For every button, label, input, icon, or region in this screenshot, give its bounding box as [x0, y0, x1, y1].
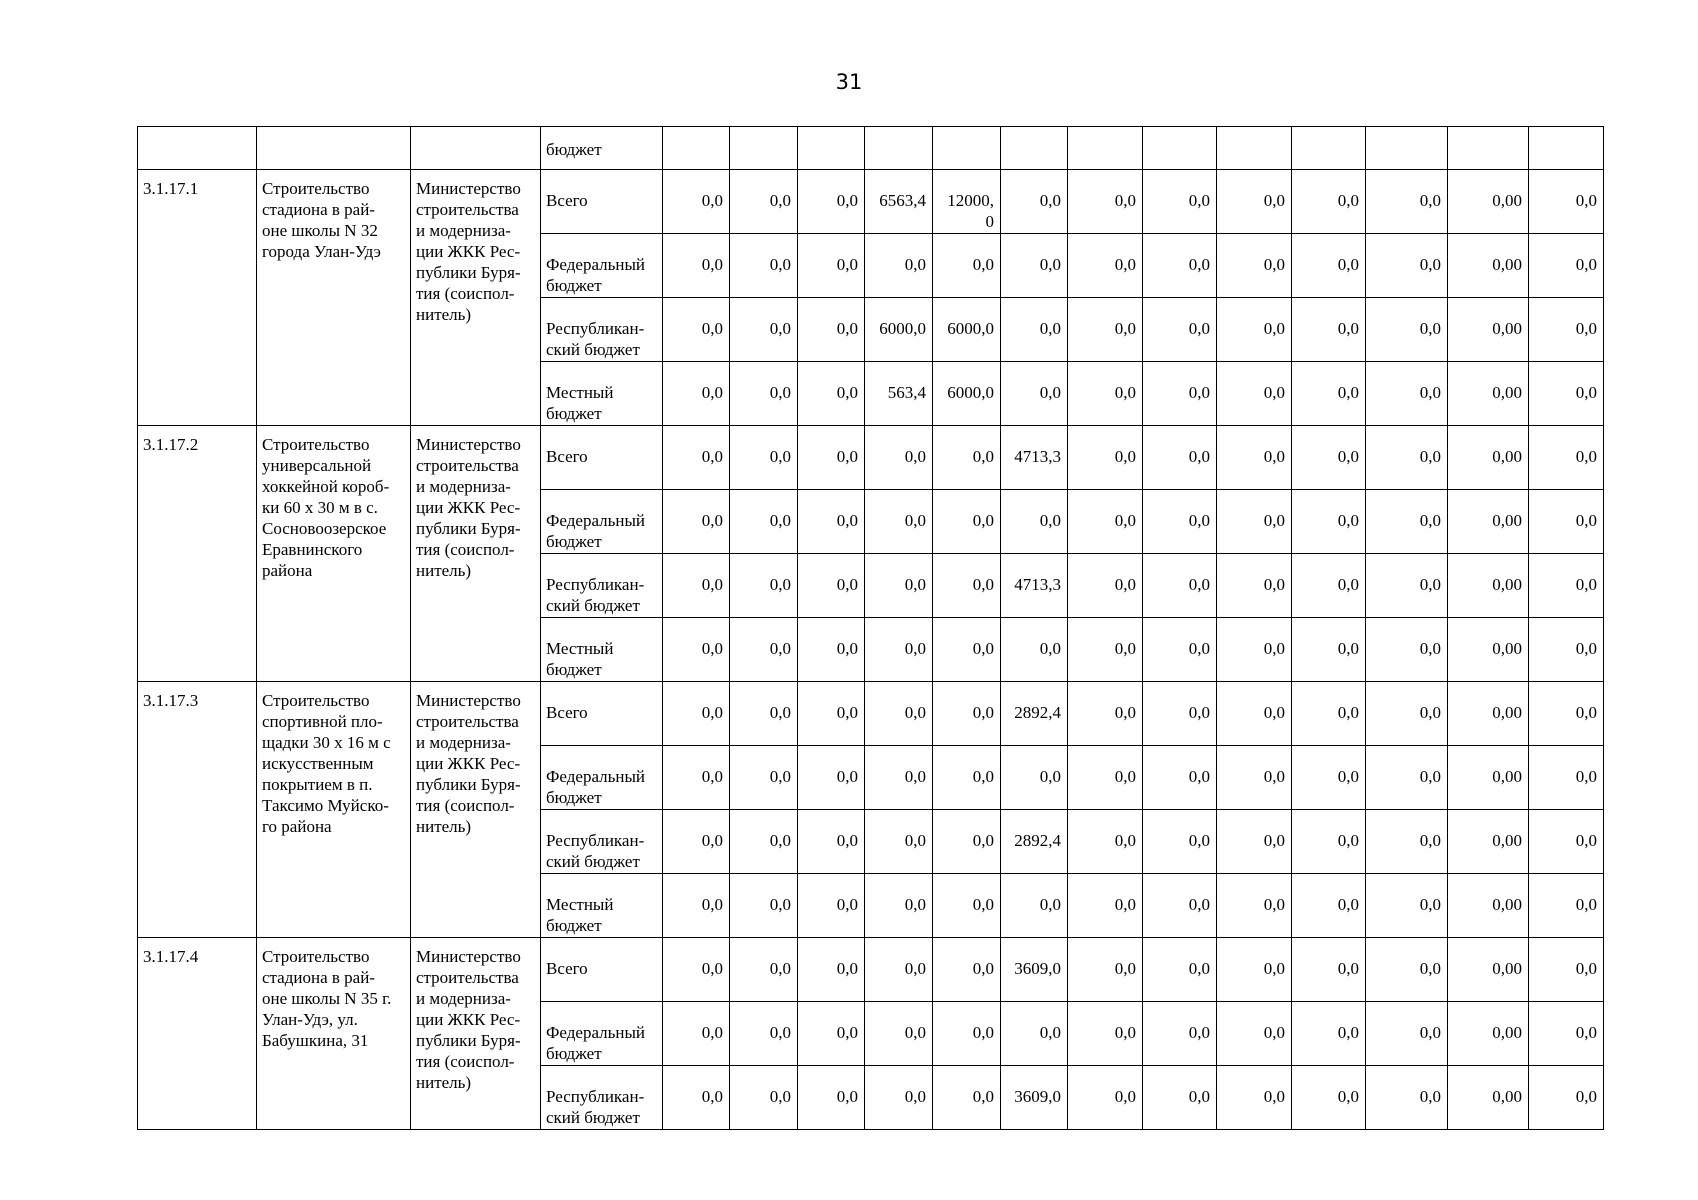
value-cell: 0,0: [1529, 554, 1604, 618]
value-cell: 0,0: [933, 426, 1001, 490]
value-cell: 0,0: [1143, 490, 1217, 554]
value-cell: 0,0: [865, 1002, 933, 1066]
value-cell: 0,0: [1292, 426, 1366, 490]
project-code: 3.1.17.4: [138, 938, 257, 1130]
funding-source-cell: Всего: [541, 170, 663, 234]
value-cell: 0,0: [798, 362, 865, 426]
value-cell: 0,0: [1217, 298, 1292, 362]
project-name: Строительство стадиона в рай- оне школы N 32 города Улан-Удэ: [257, 170, 411, 426]
value-cell: 0,00: [1448, 810, 1529, 874]
value-cell: 0,0: [1001, 234, 1068, 298]
value-cell: 0,0: [798, 1002, 865, 1066]
value-cell: 0,0: [865, 746, 933, 810]
value-cell: 0,0: [1292, 234, 1366, 298]
value-cell: 0,0: [1217, 938, 1292, 1002]
project-executor: Министерство строительства и модерниза- ции ЖКК Рес- публики Буря- тия (соиспол- нитель): [411, 938, 541, 1130]
empty-cell: [730, 127, 798, 170]
table-body: [138, 127, 1604, 1130]
value-cell: 0,0: [1217, 874, 1292, 938]
funding-source-cell: Местный бюджет: [541, 874, 663, 938]
value-cell: 0,0: [1068, 810, 1143, 874]
value-cell: 0,0: [1143, 746, 1217, 810]
value-cell: 0,0: [663, 362, 730, 426]
value-cell: 0,0: [1366, 682, 1448, 746]
value-cell: 0,0: [1529, 810, 1604, 874]
funding-source-cell: Всего: [541, 426, 663, 490]
value-cell: 0,0: [1292, 298, 1366, 362]
value-cell: 0,0: [865, 874, 933, 938]
value-cell: 0,0: [1292, 746, 1366, 810]
value-cell: 0,0: [663, 874, 730, 938]
value-cell: 0,0: [1217, 810, 1292, 874]
value-cell: 0,0: [798, 426, 865, 490]
value-cell: 0,00: [1448, 874, 1529, 938]
value-cell: 0,0: [1143, 1066, 1217, 1130]
table-row: [138, 938, 1604, 1002]
empty-cell: [1292, 127, 1366, 170]
value-cell: 0,0: [1001, 298, 1068, 362]
value-cell: 0,0: [1529, 170, 1604, 234]
value-cell: 0,0: [865, 682, 933, 746]
value-cell: 6563,4: [865, 170, 933, 234]
value-cell: 0,0: [1366, 234, 1448, 298]
value-cell: 0,0: [865, 1066, 933, 1130]
value-cell: 0,0: [1143, 362, 1217, 426]
value-cell: 0,0: [1292, 170, 1366, 234]
empty-cell: [138, 127, 257, 170]
value-cell: 0,0: [1529, 1002, 1604, 1066]
value-cell: 0,0: [798, 490, 865, 554]
value-cell: 0,0: [1292, 1066, 1366, 1130]
value-cell: 0,0: [1001, 490, 1068, 554]
value-cell: 0,00: [1448, 938, 1529, 1002]
value-cell: 0,0: [663, 810, 730, 874]
value-cell: 0,0: [1068, 938, 1143, 1002]
value-cell: 0,0: [933, 618, 1001, 682]
value-cell: 0,0: [1143, 426, 1217, 490]
value-cell: 0,0: [865, 938, 933, 1002]
value-cell: 0,0: [1143, 1002, 1217, 1066]
value-cell: 0,0: [1217, 746, 1292, 810]
project-code: 3.1.17.1: [138, 170, 257, 426]
funding-source-cell: Федеральный бюджет: [541, 1002, 663, 1066]
project-name: Строительство универсальной хоккейной короб- ки 60 х 30 м в с. Сосновоозерское Еравнинского района: [257, 426, 411, 682]
value-cell: 0,0: [1143, 170, 1217, 234]
value-cell: 0,0: [1217, 234, 1292, 298]
value-cell: 0,0: [663, 682, 730, 746]
value-cell: 0,0: [663, 170, 730, 234]
value-cell: 0,0: [730, 554, 798, 618]
value-cell: 0,0: [663, 298, 730, 362]
value-cell: 0,0: [1068, 234, 1143, 298]
empty-cell: [1366, 127, 1448, 170]
value-cell: 0,0: [1366, 490, 1448, 554]
value-cell: 0,0: [1217, 426, 1292, 490]
value-cell: 0,0: [663, 746, 730, 810]
value-cell: 0,0: [1529, 426, 1604, 490]
value-cell: 0,0: [933, 810, 1001, 874]
value-cell: 0,0: [1068, 298, 1143, 362]
value-cell: 0,0: [865, 810, 933, 874]
value-cell: 3609,0: [1001, 1066, 1068, 1130]
value-cell: 0,0: [865, 234, 933, 298]
project-name: Строительство стадиона в рай- оне школы N 35 г. Улан-Удэ, ул. Бабушкина, 31: [257, 938, 411, 1130]
value-cell: 0,0: [1366, 810, 1448, 874]
value-cell: 0,0: [798, 170, 865, 234]
funding-source-cell: Всего: [541, 682, 663, 746]
value-cell: 0,0: [1217, 490, 1292, 554]
value-cell: 2892,4: [1001, 810, 1068, 874]
value-cell: 0,00: [1448, 1002, 1529, 1066]
empty-cell: [933, 127, 1001, 170]
value-cell: 0,0: [1217, 1066, 1292, 1130]
value-cell: 0,0: [1366, 874, 1448, 938]
funding-source-cell: Федеральный бюджет: [541, 234, 663, 298]
value-cell: 4713,3: [1001, 426, 1068, 490]
value-cell: 0,0: [730, 362, 798, 426]
funding-source-cell: Республикан- ский бюджет: [541, 810, 663, 874]
value-cell: 0,0: [1143, 810, 1217, 874]
value-cell: 0,0: [1366, 618, 1448, 682]
project-name: Строительство спортивной пло- щадки 30 х 16 м с искусственным покрытием в п. Таксимо Муйско- го района: [257, 682, 411, 938]
value-cell: 0,0: [663, 490, 730, 554]
value-cell: 0,0: [663, 1002, 730, 1066]
value-cell: 0,0: [933, 682, 1001, 746]
value-cell: 12000, 0: [933, 170, 1001, 234]
value-cell: 0,0: [1068, 1002, 1143, 1066]
funding-source-cell: Республикан- ский бюджет: [541, 554, 663, 618]
value-cell: 0,0: [933, 234, 1001, 298]
value-cell: 0,0: [1001, 874, 1068, 938]
value-cell: 0,00: [1448, 554, 1529, 618]
table-row: [138, 682, 1604, 746]
value-cell: 0,0: [1366, 746, 1448, 810]
value-cell: 0,0: [933, 1002, 1001, 1066]
project-executor: Министерство строительства и модерниза- ции ЖКК Рес- публики Буря- тия (соиспол- нитель): [411, 170, 541, 426]
value-cell: 0,00: [1448, 298, 1529, 362]
empty-cell: [257, 127, 411, 170]
value-cell: 0,0: [1001, 746, 1068, 810]
project-executor: Министерство строительства и модерниза- ции ЖКК Рес- публики Буря- тия (соиспол- нитель): [411, 426, 541, 682]
value-cell: 0,0: [1366, 362, 1448, 426]
value-cell: 0,0: [798, 234, 865, 298]
value-cell: 0,0: [1217, 554, 1292, 618]
value-cell: 0,0: [1217, 362, 1292, 426]
value-cell: 0,0: [1068, 362, 1143, 426]
value-cell: 0,0: [1143, 234, 1217, 298]
empty-cell: [1068, 127, 1143, 170]
value-cell: 0,0: [730, 938, 798, 1002]
value-cell: 0,0: [933, 938, 1001, 1002]
value-cell: 0,0: [730, 426, 798, 490]
value-cell: 0,0: [933, 874, 1001, 938]
value-cell: 0,0: [1068, 554, 1143, 618]
budget-table: [137, 126, 1604, 1130]
project-code: 3.1.17.3: [138, 682, 257, 938]
value-cell: 0,0: [1292, 682, 1366, 746]
value-cell: 0,0: [663, 234, 730, 298]
empty-cell: [1529, 127, 1604, 170]
value-cell: 0,00: [1448, 490, 1529, 554]
value-cell: 6000,0: [865, 298, 933, 362]
value-cell: 0,0: [1217, 1002, 1292, 1066]
value-cell: 0,0: [1068, 874, 1143, 938]
value-cell: 0,0: [1529, 938, 1604, 1002]
value-cell: 0,0: [1143, 298, 1217, 362]
value-cell: 0,00: [1448, 746, 1529, 810]
value-cell: 0,0: [865, 426, 933, 490]
value-cell: 0,0: [1366, 1066, 1448, 1130]
value-cell: 0,0: [1366, 938, 1448, 1002]
value-cell: 0,0: [1143, 618, 1217, 682]
table-row: [138, 426, 1604, 490]
value-cell: 0,0: [1143, 938, 1217, 1002]
value-cell: 0,0: [1217, 682, 1292, 746]
value-cell: 0,0: [1529, 1066, 1604, 1130]
value-cell: 0,0: [663, 554, 730, 618]
value-cell: 0,0: [730, 170, 798, 234]
empty-cell: [1143, 127, 1217, 170]
value-cell: 0,0: [1001, 362, 1068, 426]
empty-cell: [865, 127, 933, 170]
value-cell: 0,0: [798, 682, 865, 746]
value-cell: 0,0: [1529, 682, 1604, 746]
value-cell: 0,0: [798, 1066, 865, 1130]
value-cell: 0,0: [933, 490, 1001, 554]
value-cell: 0,0: [1068, 1066, 1143, 1130]
value-cell: 0,0: [1292, 362, 1366, 426]
value-cell: 0,0: [1217, 170, 1292, 234]
value-cell: 0,0: [730, 682, 798, 746]
empty-cell: [663, 127, 730, 170]
value-cell: 0,0: [1292, 938, 1366, 1002]
value-cell: 0,0: [798, 938, 865, 1002]
value-cell: 0,0: [798, 298, 865, 362]
value-cell: 0,0: [798, 810, 865, 874]
value-cell: 0,00: [1448, 618, 1529, 682]
value-cell: 0,0: [1292, 554, 1366, 618]
value-cell: 6000,0: [933, 362, 1001, 426]
value-cell: 0,0: [1529, 618, 1604, 682]
value-cell: 0,0: [663, 618, 730, 682]
value-cell: 0,0: [730, 298, 798, 362]
value-cell: 0,0: [798, 554, 865, 618]
empty-cell: [1217, 127, 1292, 170]
value-cell: 0,0: [933, 554, 1001, 618]
value-cell: 0,0: [663, 938, 730, 1002]
value-cell: 0,0: [1001, 170, 1068, 234]
empty-cell: [411, 127, 541, 170]
value-cell: 0,0: [730, 874, 798, 938]
funding-source-cell: бюджет: [541, 127, 663, 170]
value-cell: 6000,0: [933, 298, 1001, 362]
value-cell: 0,0: [1292, 1002, 1366, 1066]
funding-source-cell: Местный бюджет: [541, 618, 663, 682]
value-cell: 563,4: [865, 362, 933, 426]
table-row: [138, 170, 1604, 234]
funding-source-cell: Республикан- ский бюджет: [541, 298, 663, 362]
value-cell: 0,0: [798, 874, 865, 938]
value-cell: 0,00: [1448, 426, 1529, 490]
value-cell: 0,0: [1366, 170, 1448, 234]
value-cell: 4713,3: [1001, 554, 1068, 618]
page-number: 31: [835, 70, 863, 94]
value-cell: 0,0: [865, 618, 933, 682]
value-cell: 0,00: [1448, 170, 1529, 234]
value-cell: 0,0: [730, 746, 798, 810]
value-cell: 0,0: [1529, 362, 1604, 426]
value-cell: 0,0: [865, 554, 933, 618]
value-cell: 0,0: [1292, 874, 1366, 938]
value-cell: 0,0: [1292, 490, 1366, 554]
value-cell: 0,0: [1217, 618, 1292, 682]
value-cell: 0,00: [1448, 362, 1529, 426]
value-cell: 0,0: [1366, 554, 1448, 618]
value-cell: 0,0: [1529, 874, 1604, 938]
value-cell: 0,0: [933, 1066, 1001, 1130]
value-cell: 0,0: [1001, 618, 1068, 682]
project-code: 3.1.17.2: [138, 426, 257, 682]
value-cell: 0,0: [1366, 1002, 1448, 1066]
value-cell: 0,0: [1366, 298, 1448, 362]
value-cell: 0,0: [730, 1002, 798, 1066]
value-cell: 0,0: [1068, 746, 1143, 810]
project-executor: Министерство строительства и модерниза- ции ЖКК Рес- публики Буря- тия (соиспол- нитель): [411, 682, 541, 938]
value-cell: 0,0: [1143, 874, 1217, 938]
value-cell: 0,0: [798, 618, 865, 682]
value-cell: 0,0: [1068, 170, 1143, 234]
value-cell: 0,0: [730, 810, 798, 874]
value-cell: 0,0: [1529, 490, 1604, 554]
value-cell: 0,0: [933, 746, 1001, 810]
value-cell: 0,0: [1068, 426, 1143, 490]
value-cell: 0,0: [730, 1066, 798, 1130]
empty-cell: [1001, 127, 1068, 170]
funding-source-cell: Федеральный бюджет: [541, 746, 663, 810]
value-cell: 0,0: [1529, 298, 1604, 362]
value-cell: 0,0: [730, 234, 798, 298]
value-cell: 0,0: [1292, 618, 1366, 682]
funding-source-cell: Всего: [541, 938, 663, 1002]
value-cell: 0,0: [663, 426, 730, 490]
value-cell: 0,0: [1068, 490, 1143, 554]
value-cell: 0,0: [1292, 810, 1366, 874]
value-cell: 0,00: [1448, 1066, 1529, 1130]
value-cell: 0,0: [730, 618, 798, 682]
value-cell: 0,0: [1143, 682, 1217, 746]
empty-cell: [798, 127, 865, 170]
value-cell: 0,0: [798, 746, 865, 810]
value-cell: 0,0: [865, 490, 933, 554]
value-cell: 3609,0: [1001, 938, 1068, 1002]
funding-source-cell: Республикан- ский бюджет: [541, 1066, 663, 1130]
value-cell: 0,0: [730, 490, 798, 554]
empty-cell: [1448, 127, 1529, 170]
value-cell: 0,0: [1529, 234, 1604, 298]
funding-source-cell: Федеральный бюджет: [541, 490, 663, 554]
value-cell: 0,0: [1143, 554, 1217, 618]
value-cell: 0,0: [663, 1066, 730, 1130]
value-cell: 0,0: [1068, 618, 1143, 682]
value-cell: 0,0: [1001, 1002, 1068, 1066]
value-cell: 2892,4: [1001, 682, 1068, 746]
value-cell: 0,0: [1068, 682, 1143, 746]
value-cell: 0,0: [1366, 426, 1448, 490]
value-cell: 0,00: [1448, 234, 1529, 298]
value-cell: 0,0: [1529, 746, 1604, 810]
value-cell: 0,00: [1448, 682, 1529, 746]
continuation-row: [138, 127, 1604, 170]
funding-source-cell: Местный бюджет: [541, 362, 663, 426]
